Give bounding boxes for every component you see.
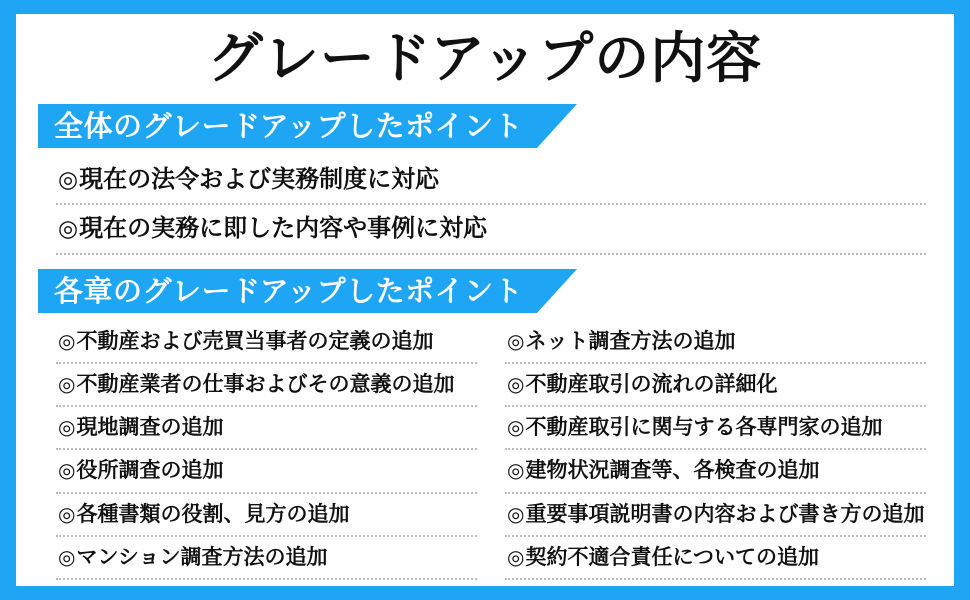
- list-item: [56, 364, 477, 407]
- chapter-point-left-5-label: 各種書類の役割、見方の追加: [76, 501, 350, 526]
- list-item: [56, 407, 477, 450]
- bullet-icon: ◎: [507, 328, 525, 353]
- bullet-icon: ◎: [507, 501, 525, 526]
- chapter-point-right-5-label: 重要事項説明書の内容および書き方の追加: [525, 501, 925, 526]
- chapter-point-right-6: [505, 537, 821, 578]
- chapter-point-right-2: [505, 364, 779, 405]
- bullet-icon: ◎: [507, 371, 525, 396]
- chapter-point-left-4: [56, 450, 225, 491]
- section-heading-overall: [38, 104, 932, 148]
- overall-point-2-label: 現在の実務に即した内容や事例に対応: [79, 214, 488, 243]
- bullet-icon: ◎: [58, 216, 79, 243]
- chapter-point-left-1: [56, 321, 435, 362]
- section-heading-overall-label: 全体のグレードアップしたポイント: [38, 104, 537, 148]
- overall-points-list: [38, 156, 932, 255]
- chapter-point-right-3: [505, 407, 884, 448]
- bullet-icon: ◎: [58, 501, 76, 526]
- chapter-point-right-3-label: 不動産取引に関与する各専門家の追加: [525, 415, 883, 440]
- list-item: [505, 450, 926, 493]
- slide-sheet: [16, 14, 954, 586]
- chapter-point-left-6-label: マンション調査方法の追加: [76, 544, 328, 569]
- chapter-point-right-5: [505, 494, 926, 535]
- chapter-point-left-3: [56, 407, 225, 448]
- chapter-point-right-4-label: 建物状況調査等、各検査の追加: [525, 458, 820, 483]
- bullet-icon: ◎: [507, 415, 525, 440]
- bullet-icon: ◎: [58, 371, 76, 396]
- chapter-points-right-column: [505, 321, 926, 580]
- list-item: [56, 156, 926, 206]
- list-item: [505, 537, 926, 580]
- chapter-points-columns: [38, 321, 932, 580]
- overall-point-1-label: 現在の法令および実務制度に対応: [79, 164, 440, 193]
- chapter-point-left-6: [56, 537, 330, 578]
- list-item: [56, 205, 926, 255]
- chapter-point-left-3-label: 現地調査の追加: [76, 415, 224, 440]
- chapter-point-right-1-label: ネット調査方法の追加: [525, 328, 736, 353]
- overall-point-2: [56, 205, 489, 253]
- list-item: [56, 494, 477, 537]
- chapter-point-right-6-label: 契約不適合責任についての追加: [525, 544, 820, 569]
- bullet-icon: ◎: [58, 166, 79, 193]
- section-heading-chapters-label: 各章のグレードアップしたポイント: [38, 269, 537, 313]
- chapter-point-right-1: [505, 321, 737, 362]
- list-item: [505, 494, 926, 537]
- bullet-icon: ◎: [58, 458, 76, 483]
- list-item: [56, 321, 477, 364]
- chapter-point-left-1-label: 不動産および売買当事者の定義の追加: [76, 328, 434, 353]
- chapter-point-right-2-label: 不動産取引の流れの詳細化: [525, 371, 778, 396]
- list-item: [56, 450, 477, 493]
- bullet-icon: ◎: [58, 415, 76, 440]
- bullet-icon: ◎: [58, 544, 76, 569]
- bullet-icon: ◎: [507, 544, 525, 569]
- chapter-point-left-5: [56, 494, 351, 535]
- page-title: グレードアップの内容: [207, 26, 763, 90]
- list-item: [505, 407, 926, 450]
- chapter-points-left-column: [56, 321, 477, 580]
- chapter-point-right-4: [505, 450, 821, 491]
- list-item: [505, 364, 926, 407]
- overall-point-1: [56, 156, 441, 204]
- chapter-point-left-4-label: 役所調査の追加: [76, 458, 224, 483]
- bullet-icon: ◎: [507, 458, 525, 483]
- list-item: [56, 537, 477, 580]
- chapter-point-left-2: [56, 364, 456, 405]
- bullet-icon: ◎: [58, 328, 76, 353]
- list-item: [505, 321, 926, 364]
- section-heading-chapters: [38, 269, 932, 313]
- chapter-point-left-2-label: 不動産業者の仕事およびその意義の追加: [76, 371, 455, 396]
